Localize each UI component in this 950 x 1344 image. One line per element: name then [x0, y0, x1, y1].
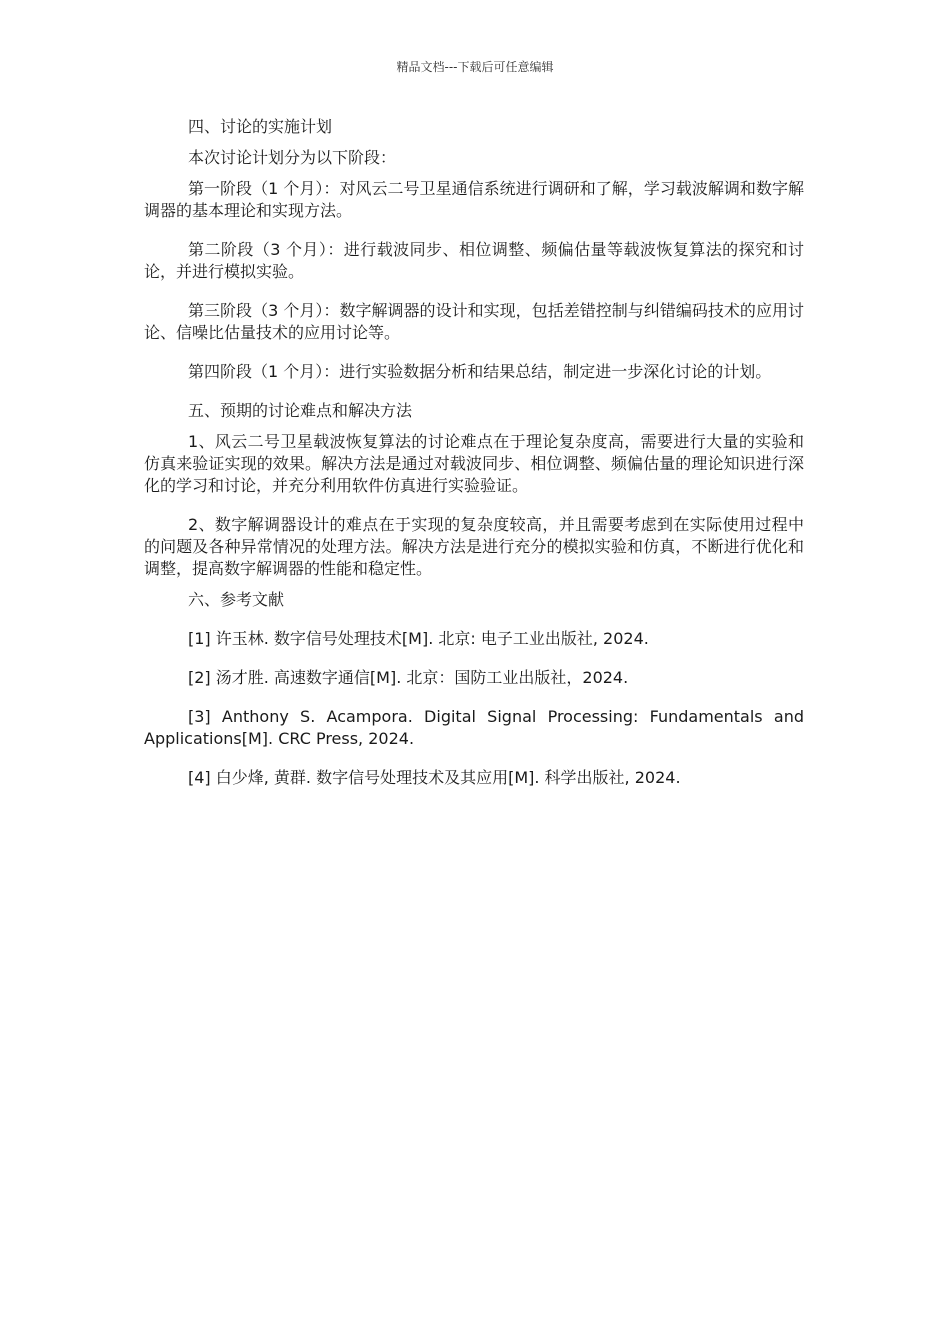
section-heading-difficulties: 五、预期的讨论难点和解决方法 — [188, 401, 413, 420]
paragraph-difficulty-2: 2、数字解调器设计的难点在于实现的复杂度较高，并且需要考虑到在实际使用过程中的问题及各种异常情况的处理方法。解决方法是进行充分的模拟实验和仿真，不断进行优化和调整，提高数字解调器的性能和稳定性。 — [144, 515, 804, 578]
reference-item: [3] Anthony S. Acampora. Digital Signal Processing: Fundamentals and Applications[M]. CRC Press, 2024. — [144, 707, 804, 748]
section-heading-implementation-plan: 四、讨论的实施计划 — [188, 117, 333, 136]
paragraph-plan-intro: 本次讨论计划分为以下阶段： — [188, 148, 397, 167]
paragraph-phase-4: 第四阶段（1 个月）：进行实验数据分析和结果总结，制定进一步深化讨论的计划。 — [188, 362, 772, 381]
paragraph-phase-3: 第三阶段（3 个月）：数字解调器的设计和实现，包括差错控制与纠错编码技术的应用讨论、信噪比估量技术的应用讨论等。 — [144, 301, 804, 342]
reference-item: [4] 白少烽, 黄群. 数字信号处理技术及其应用[M]. 科学出版社, 2024. — [188, 768, 681, 787]
paragraph-phase-2: 第二阶段（3 个月）：进行载波同步、相位调整、频偏估量等载波恢复算法的探究和讨论，并进行模拟实验。 — [144, 240, 804, 281]
paragraph-difficulty-1: 1、风云二号卫星载波恢复算法的讨论难点在于理论复杂度高，需要进行大量的实验和仿真来验证实现的效果。解决方法是通过对载波同步、相位调整、频偏估量的理论知识进行深化的学习和讨论，并充分利用软件仿真进行实验验证。 — [144, 432, 804, 495]
reference-item: [1] 许玉林. 数字信号处理技术[M]. 北京: 电子工业出版社, 2024. — [188, 629, 649, 648]
reference-item: [2] 汤才胜. 高速数字通信[M]. 北京：国防工业出版社，2024. — [188, 668, 629, 687]
document-body — [144, 116, 804, 798]
paragraph-phase-1: 第一阶段（1 个月）：对风云二号卫星通信系统进行调研和了解，学习载波解调和数字解调器的基本理论和实现方法。 — [144, 179, 804, 220]
section-heading-references: 六、参考文献 — [188, 590, 285, 609]
page-header: 精品文档---下载后可任意编辑 — [396, 60, 554, 74]
